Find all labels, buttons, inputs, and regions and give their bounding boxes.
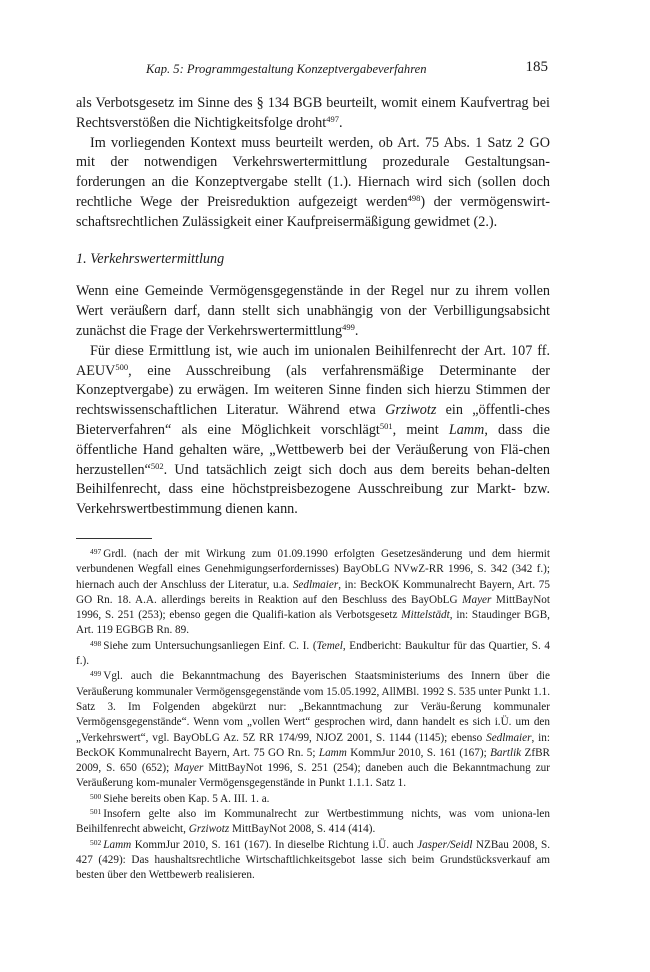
footnote-500: $^{500}$ Siehe bereits oben Kap. 5 A. III. 1. a. [90, 791, 270, 805]
author-name: Lamm [448, 421, 485, 438]
footnote-ref-498: 498 [407, 192, 421, 203]
footnote-497: $^{497}$ Grdl. (nach der mit Wirkung zum 01.09.1990 erfolgten Gesetzesänderung und dem hiermit verbundenen Wegfall eines Genehmigungserfordernisses) BayObLG NVwZ-RR 1996, S. 342 (342 f.); hiernach auch der Anschluss der Literatur, u.a. Sedlmaier, in: BeckOK Kommunalrecht Bayern, Art. 75 GO Rn. 18. A.A. allerdings bereits in Reaktion auf den Beschluss des BayObLG Mayer MittBayNot 1996, S. 251 (253); ebenso gegen die Qualifi-kation als Verbotsgesetz Mittelstädt, in: Staudinger BGB, Art. 119 EGBGB Rn. 89. [76, 546, 550, 637]
footnote-499: $^{499}$ Vgl. auch die Bekanntmachung des Bayerischen Staatsministeriums des Innern über die Veräußerung kommunaler Vermögensgegenstände vom 15.05.1992, AllMBl. 1992 S. 535 unter Punkt 1.1. Satz 3. Im Folgenden abgekürzt nur: „Bekanntmachung zur Veräu-ßerung kommunaler Vermögensgegenstände“. Wenn vom „vollen Wert“ gesprochen wird, dann handelt es sich i.Ü. um den „Verkehrswert“, vgl. BayObLG Az. 5Z RR 174/99, NJOZ 2001, S. 1144 (1145); ebenso Sedlmaier, in: BeckOK Kommunalrecht Bayern, Art. 75 GO Rn. 5; Lamm KommJur 2010, S. 161 (167); Bartlik ZfBR 2009, S. 650 (652); Mayer MittBayNot 1996, S. 251 (254); daneben auch die Bekanntmachung zur Veräußerung kom-munaler Vermögensgegenstände in Punkt 1.1.1. Satz 1. [76, 669, 551, 790]
paragraph-4: Für diese Ermittlung ist, wie auch im unionalen Beihilfenrecht der Art. 107 ff. AEUV$^{500}$, eine Ausschreibung (als verfahrensmäßige Determinante der Konzeptvergabe) zu erwägen. Im weiteren Sinne finden sich hierzu Stimmen der rechtswissenschaftlichen Literatur. Während etwa Grziwotz ein „öffentli-ches Bieterverfahren“ als eine Möglichkeit vorschlägt$^{501}$, meint Lamm, dass die öffentliche Hand gehalten wäre, „Wettbewerb bei der Veräußerung von Flä-chen herzustellen“$^{502}$. Und tatsächlich zeigt sich doch aus dem bereits behan-delten Beihilfenrecht, dass eine höchstpreisbezogene Ausschreibung zur Markt- bzw. Verkehrswertbestimmung dienen kann. [76, 342, 550, 518]
footnote-498: $^{498}$ Siehe zum Untersuchungsanliegen Einf. C. I. (Temel, Endbericht: Baukultur für das Quartier, S. 4 f.). [76, 638, 550, 668]
footnote-501: $^{501}$ Insofern gelte also im Kommunalrecht zur Wertbestimmung nichts, was vom uniona-len Beihilfenrecht abweicht, Grziwotz MittBayNot 2008, S. 414 (414). [76, 806, 550, 836]
page-number: 185 [525, 59, 548, 75]
running-head: Kap. 5: Programmgestaltung Konzeptvergabeverfahren [146, 62, 427, 76]
footnote-502: $^{502}$ Lamm KommJur 2010, S. 161 (167). In dieselbe Richtung i.Ü. auch Jasper/Seidl NZBau 2008, S. 427 (429): Das haushaltsrechtliche Wirtschaftlichkeitsgebot lasse sich beim Grundstücksverkauf am besten über den Wettbewerb realisieren. [76, 837, 550, 882]
main-text [76, 94, 550, 520]
footnote-ref-499: 499 [342, 321, 355, 332]
section-heading: 1. Verkehrswertermittlung [76, 250, 225, 267]
footnotes [76, 547, 550, 884]
footnote-ref-497: 497 [326, 113, 339, 124]
paragraph-1: als Verbotsgesetz im Sinne des § 134 BGB beurteilt, womit einem Kaufvertrag bei Rechtsverstößen die Nichtigkeitsfolge droht$^{497}$. [76, 95, 550, 131]
paragraph-3: Wenn eine Gemeinde Vermögensgegenstände in der Regel nur zu ihrem vollen Wert veräußern darf, dann stellt sich unabhängig von der Verbilligungsabsicht zunächst die Frage der Verkehrswertermittlung$^{499}$. [76, 283, 550, 339]
paragraph-2: Im vorliegenden Kontext muss beurteilt werden, ob Art. 75 Abs. 1 Satz 2 GO mit der notwendigen Verkehrswertermittlung prozedurale Gestaltungsan-forderungen an die Konzeptvergabe stellt (1.). Hiernach wird sich (sollen doch rechtliche Wege der Preisreduktion aufgezeigt werden$^{498}$) der vermögenswirt-schaftsrechtlichen Zulässigkeit einer Kaufpreisermäßigung gewidmet (2.). [76, 134, 550, 230]
footnote-ref-500: 500 [115, 361, 129, 372]
footnote-separator [76, 538, 152, 539]
page-header [76, 58, 550, 80]
author-name: Grziwotz [385, 402, 437, 419]
footnote-ref-502: 502 [150, 460, 164, 471]
book-page [76, 58, 550, 883]
footnote-ref-501: 501 [379, 420, 393, 431]
